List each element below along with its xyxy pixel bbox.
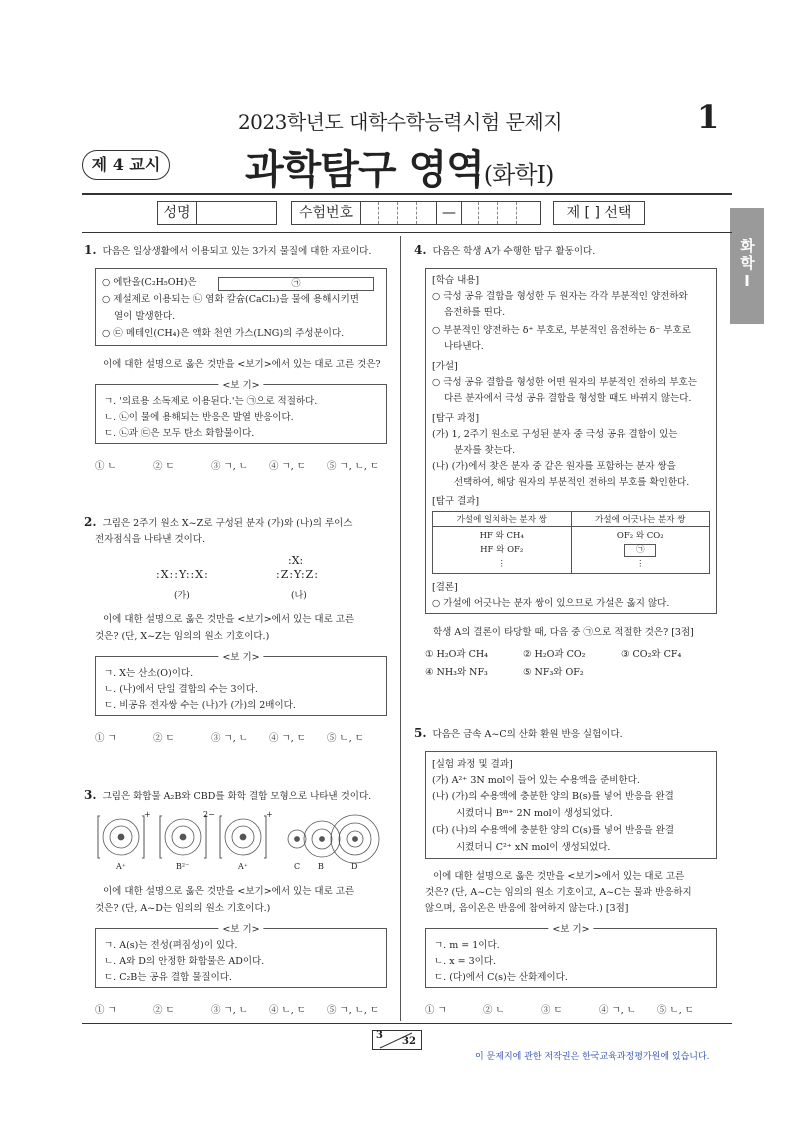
bogi-item-1: ㄱ. '의료용 소독제로 이용된다.'는 ㉠으로 적절하다. [104, 396, 318, 407]
hypothesis-1a: ○ 극성 공유 결합을 형성한 어떤 원자의 부분적인 전하의 부호는 [432, 377, 697, 388]
question-number: 5. [414, 726, 427, 740]
label-ga: (가) [174, 591, 190, 601]
question-stem: 그림은 화합물 A₂B와 CBD를 화학 결합 모형으로 나타낸 것이다. [102, 791, 372, 802]
bogi-item-3: ㄷ. 비공유 전자쌍 수는 (나)가 (가)의 2배이다. [104, 700, 296, 711]
question-stem-line-1: 그림은 2주기 원소 X~Z로 구성된 분자 (가)와 (나)의 루이스 [102, 518, 353, 529]
subject-main: 과학탐구 영역 [245, 146, 484, 193]
footer-rule [82, 1023, 732, 1024]
question-2-prompt-1: 이에 대한 설명으로 옳은 것만을 <보기>에서 있는 대로 고른 [103, 614, 355, 625]
ion-label-3: A⁺ [238, 862, 248, 871]
pair-2: HF 와 OF₂ [480, 545, 524, 555]
question-number: 2. [84, 515, 97, 529]
procedure-2b: 선택하여, 해당 원자의 부분적인 전하의 부호를 확인한다. [454, 477, 690, 488]
question-2-choices [95, 730, 395, 744]
question-3-prompt-2: 것은? (단, A~D는 임의의 원소 기호이다.) [95, 903, 271, 914]
question-3-prompt-1: 이에 대한 설명으로 옳은 것만을 <보기>에서 있는 대로 고른 [103, 886, 355, 897]
question-number: 4. [414, 243, 427, 257]
bond-model-labels [92, 804, 392, 876]
bogi-label: <보 기> [548, 921, 593, 935]
question-1-stem [84, 242, 371, 260]
question-stem: 다음은 학생 A가 수행한 탐구 활동이다. [432, 246, 596, 257]
conclusion-text: ○ 가설에 어긋나는 분자 쌍이 있으므로 가설은 옳지 않다. [432, 598, 670, 609]
period-badge: 제 4 교시 [82, 150, 170, 180]
exam-number-box [291, 201, 541, 225]
learn-2b: 나타낸다. [444, 341, 484, 352]
blank-box: ㉠ [218, 277, 374, 291]
atom-label-c: C [294, 862, 301, 871]
choice-3[interactable]: ③ ㄱ, ㄴ [211, 1005, 248, 1016]
table-header-consistent: 가설에 일치하는 분자 쌍 [433, 512, 572, 527]
question-5-bogi-box [425, 924, 717, 988]
bogi-item-1: ㄱ. X는 산소(O)이다. [104, 668, 194, 679]
question-2-stem [84, 514, 352, 532]
pair-1: HF 와 CH₄ [479, 531, 524, 541]
choice-3[interactable]: ③ ㄱ, ㄴ [211, 461, 248, 472]
step-1: (가) A²⁺ 3N mol이 들어 있는 수용액을 준비한다. [432, 775, 640, 786]
subject-side-tab [730, 208, 764, 324]
ion-charge-3: + [266, 810, 273, 819]
question-1-prompt: 이에 대한 설명으로 옳은 것만을 <보기>에서 있는 대로 고른 것은? [103, 359, 381, 370]
choice-3[interactable]: ③ CO₂와 CF₄ [621, 649, 682, 660]
table-cell-consistent [433, 527, 572, 574]
procedure-1a: (가) 1, 2주기 원소로 구성된 분자 중 극성 공유 결합이 있는 [432, 429, 678, 440]
label-na: (나) [291, 591, 307, 601]
data-item-2-cont: 열이 발생한다. [114, 311, 176, 322]
column-divider [400, 236, 401, 1021]
step-2a: (나) (가)의 수용액에 충분한 양의 B(s)를 넣어 반응을 완결 [432, 791, 674, 802]
choice-2[interactable]: ② ㄷ [153, 461, 175, 472]
question-number: 3. [84, 788, 97, 802]
choice-1[interactable]: ① ㄱ [95, 1005, 117, 1016]
bogi-label: <보 기> [218, 921, 263, 935]
page-counter [372, 1030, 422, 1050]
bogi-item-2: ㄴ. (나)에서 단일 결합의 수는 3이다. [104, 684, 258, 695]
ion-label-2: B²⁻ [176, 862, 190, 871]
learn-1a: ○ 극성 공유 결합을 형성한 두 원자는 각각 부분적인 양전하와 [432, 291, 688, 302]
bogi-item-2: ㄴ. x = 3이다. [434, 956, 496, 967]
question-5-stem [414, 725, 623, 743]
question-stem: 다음은 일상생활에서 이용되고 있는 3가지 물질에 대한 자료이다. [102, 246, 372, 257]
choice-3[interactable]: ③ ㄷ [541, 1005, 563, 1016]
exam-number-dash: — [436, 202, 462, 224]
question-stem: 다음은 금속 A~C의 산화 환원 반응 실험이다. [432, 729, 623, 740]
question-5-choices [425, 1002, 725, 1016]
procedure-1b: 분자를 찾는다. [454, 445, 516, 456]
choice-4[interactable]: ④ ㄱ, ㄷ [269, 461, 306, 472]
choice-4[interactable]: ④ ㄴ, ㄷ [269, 1005, 306, 1016]
question-5-prompt-2: 것은? (단, A~C는 임의의 원소 기호이고, A~C는 물과 반응하지 [425, 887, 692, 898]
question-4-inquiry-box [425, 268, 717, 614]
question-4-prompt: 학생 A의 결론이 타당할 때, 다음 중 ㉠으로 적절한 것은? [3점] [433, 627, 694, 638]
bogi-label: <보 기> [218, 377, 263, 391]
name-label: 성명 [158, 202, 197, 224]
bogi-item-2: ㄴ. A와 D의 안정한 화합물은 AD이다. [104, 956, 265, 967]
ion-label-1: A⁺ [116, 862, 126, 871]
learn-title: [학습 내용] [432, 275, 480, 286]
table-header-inconsistent: 가설에 어긋나는 분자 쌍 [571, 512, 710, 527]
header-rule [82, 193, 732, 195]
question-5-prompt-3: 않으며, 음이온은 반응에 참여하지 않는다.) [3점] [425, 903, 629, 914]
question-4-stem [414, 242, 595, 260]
question-5-prompt-1: 이에 대한 설명으로 옳은 것만을 <보기>에서 있는 대로 고른 [433, 871, 685, 882]
bogi-item-1: ㄱ. m = 1이다. [434, 940, 500, 951]
lewis-ga: :X::Y::X: [156, 568, 209, 581]
question-4-choices [425, 646, 725, 682]
content-top-rule [82, 232, 732, 233]
choice-5[interactable]: ⑤ ㄱ, ㄴ, ㄷ [327, 1005, 380, 1016]
choice-5[interactable]: ⑤ NF₃와 OF₂ [523, 667, 584, 678]
step-3b: 시켰더니 C²⁺ xN mol이 생성되었다. [456, 842, 611, 853]
choice-3[interactable]: ③ ㄱ, ㄴ [211, 733, 248, 744]
question-3-stem [84, 787, 371, 805]
question-1-bogi-box [95, 380, 387, 444]
bogi-item-3: ㄷ. ㉡과 ㉢은 모두 탄소 화합물이다. [104, 428, 255, 439]
procedure-2a: (나) (가)에서 찾은 분자 중 같은 원자를 포함하는 분자 쌍을 [432, 461, 676, 472]
lewis-structures [150, 550, 350, 602]
question-3-bogi-box [95, 924, 387, 988]
experiment-title: [실험 과정 및 결과] [432, 759, 513, 770]
choice-5[interactable]: ⑤ ㄱ, ㄴ, ㄷ [327, 461, 380, 472]
choice-1[interactable]: ① ㄴ [95, 461, 117, 472]
bogi-item-3: ㄷ. (다)에서 C(s)는 산화제이다. [434, 972, 568, 983]
step-3a: (다) (나)의 수용액에 충분한 양의 C(s)를 넣어 반응을 완결 [432, 825, 675, 836]
choice-2[interactable]: ② ㄷ [153, 733, 175, 744]
choice-5[interactable]: ⑤ ㄴ, ㄷ [657, 1005, 694, 1016]
question-3-choices [95, 1002, 395, 1016]
select-box: 제 [ ] 선택 [553, 201, 645, 225]
procedure-title: [탐구 과정] [432, 413, 480, 424]
pair-1: OF₂ 와 CO₂ [616, 531, 664, 541]
data-item-2: ○ 제설제로 이용되는 ㉡ 염화 칼슘(CaCl₂)을 물에 용해시키면 [102, 294, 359, 305]
choice-2[interactable]: ② ㄷ [153, 1005, 175, 1016]
bogi-label: <보 기> [218, 649, 263, 663]
choice-1[interactable]: ① H₂O과 CH₄ [425, 649, 488, 660]
question-1-choices [95, 458, 395, 472]
data-item-3: ○ ㉢ 메테인(CH₄)은 액화 천연 가스(LNG)의 주성분이다. [102, 328, 345, 339]
result-title: [탐구 결과] [432, 496, 480, 507]
pair-ellipsis: ⋮ [497, 559, 506, 569]
choice-5[interactable]: ⑤ ㄴ, ㄷ [327, 733, 364, 744]
question-2-bogi-box [95, 652, 387, 716]
table-cell-inconsistent [571, 527, 710, 574]
learn-2a: ○ 부분적인 양전하는 δ⁺ 부호로, 부분적인 음전하는 δ⁻ 부호로 [432, 325, 691, 336]
learn-1b: 음전하를 띤다. [444, 307, 506, 318]
bogi-item-3: ㄷ. C₂B는 공유 결합 물질이다. [104, 972, 232, 983]
choice-2[interactable]: ② H₂O과 CO₂ [523, 649, 586, 660]
bogi-item-2: ㄴ. ㉡이 물에 용해되는 반응은 발열 반응이다. [104, 412, 294, 423]
question-1-data-box [95, 268, 387, 346]
atom-label-d: D [351, 862, 358, 871]
lewis-na: :Z:Y:Z: [276, 568, 320, 581]
page-total: 32 [402, 1036, 416, 1047]
question-2-prompt-2: 것은? (단, X~Z는 임의의 원소 기호이다.) [95, 631, 270, 642]
hypothesis-1b: 다른 분자에서 극성 공유 결합을 형성할 때도 바뀌지 않는다. [444, 393, 692, 404]
pair-ellipsis: ⋮ [636, 559, 645, 569]
exam-number-label: 수험번호 [292, 202, 361, 224]
page-current: 3 [376, 1030, 383, 1041]
question-5-experiment-box [425, 751, 717, 859]
ion-charge-1: + [144, 810, 151, 819]
choice-1[interactable]: ① ㄱ [425, 1005, 447, 1016]
blank-box: ㉠ [624, 544, 656, 557]
side-tab-label: 화학Ⅰ [738, 238, 756, 292]
question-2-stem-line-2: 전자점식을 나타낸 것이다. [95, 534, 206, 545]
subject-title [245, 138, 553, 195]
choice-4[interactable]: ④ NH₃와 NF₃ [425, 667, 488, 678]
choice-2[interactable]: ② ㄴ [483, 1005, 505, 1016]
conclusion-title: [결론] [432, 582, 458, 593]
atom-label-b: B [318, 862, 324, 871]
choice-4[interactable]: ④ ㄱ, ㄷ [269, 733, 306, 744]
name-box [157, 201, 277, 225]
data-item-1: ○ 에탄올(C₂H₅OH)은 [102, 277, 197, 288]
subject-sub: (화학Ⅰ) [483, 161, 554, 189]
page-number: 1 [697, 98, 720, 136]
copyright-notice: 이 문제지에 관한 저작권은 한국교육과정평가원에 있습니다. [475, 1052, 710, 1062]
result-table [432, 511, 710, 574]
ion-charge-2: 2− [203, 810, 215, 819]
question-number: 1. [84, 243, 97, 257]
exam-title: 2023학년도 대학수학능력시험 문제지 [237, 110, 563, 134]
hypothesis-title: [가설] [432, 361, 458, 372]
bogi-item-1: ㄱ. A(s)는 전성(펴짐성)이 있다. [104, 940, 238, 951]
choice-4[interactable]: ④ ㄱ, ㄴ [599, 1005, 636, 1016]
lewis-na-top: :X: [288, 554, 304, 567]
step-2b: 시켰더니 Bᵐ⁺ 2N mol이 생성되었다. [456, 808, 613, 819]
choice-1[interactable]: ① ㄱ [95, 733, 117, 744]
